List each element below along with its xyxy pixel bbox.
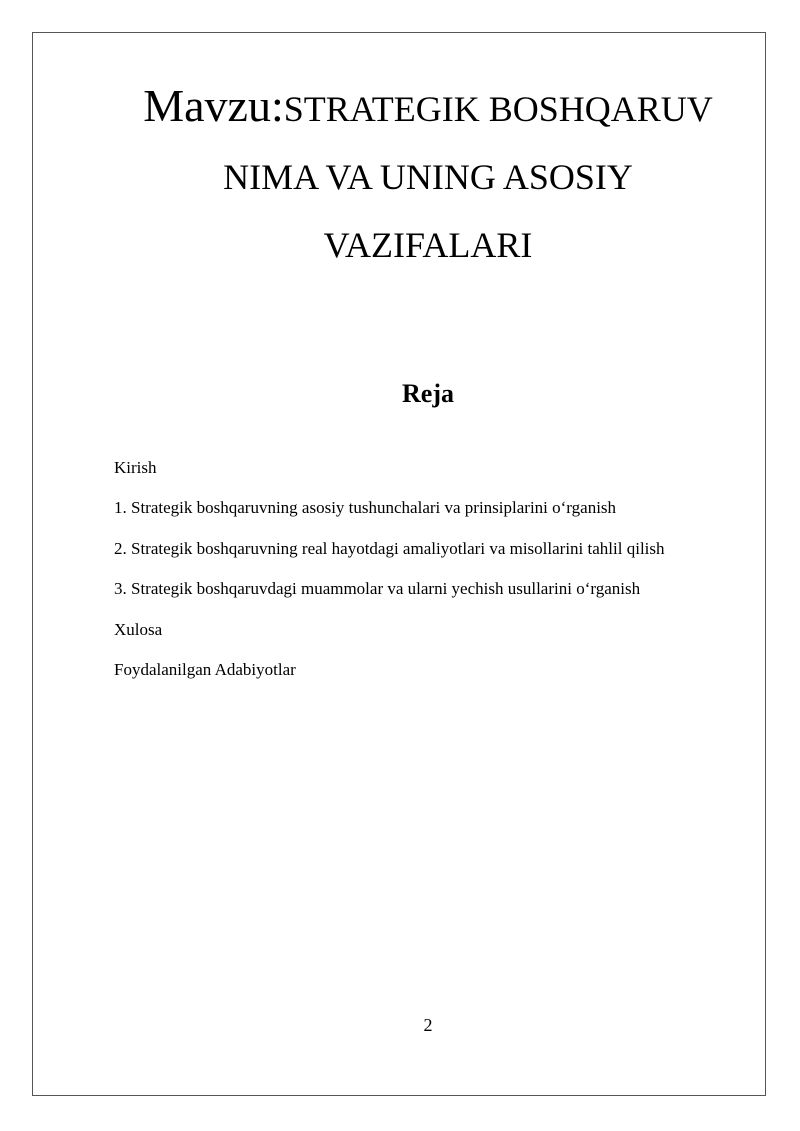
title-line-2: NIMA VA UNING ASOSIY	[223, 157, 633, 197]
plan-item-3: 3. Strategik boshqaruvdagi muammolar va ularni yechish usullarini o‘rganish	[114, 579, 641, 599]
title-prefix: Mavzu:	[143, 80, 284, 131]
plan-item-introduction: Kirish	[114, 458, 157, 477]
title-text-1: STRATEGIK BOSHQARUV	[283, 89, 713, 129]
plan-item-2: 2. Strategik boshqaruvning real hayotdagi amaliyotlari va misollarini tahlil qilish	[114, 538, 665, 558]
document-title	[100, 72, 756, 279]
plan-heading: Reja	[402, 379, 454, 408]
title-line-3: VAZIFALARI	[323, 225, 533, 265]
page-number: 2	[423, 1015, 433, 1035]
plan-list	[114, 448, 665, 690]
plan-item-references: Foydalanilgan Adabiyotlar	[114, 660, 296, 680]
plan-item-conclusion: Xulosa	[114, 619, 163, 639]
plan-item-1: 1. Strategik boshqaruvning asosiy tushunchalari va prinsiplarini o‘rganish	[114, 498, 617, 518]
title-line-1	[100, 72, 756, 143]
